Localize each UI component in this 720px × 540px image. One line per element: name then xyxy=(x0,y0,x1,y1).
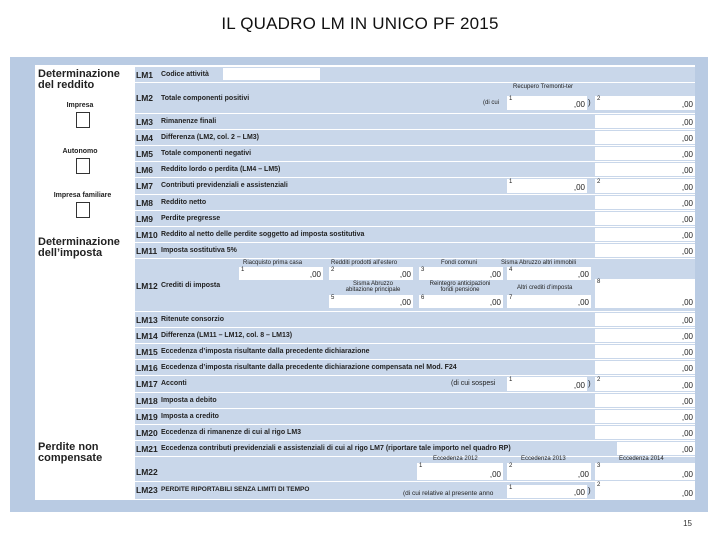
checkbox-label-impresa-familiare: Impresa familiare xyxy=(53,192,112,199)
lm12-col3-field[interactable]: 3 ,00 xyxy=(421,267,501,279)
lm5-field[interactable]: ,00 xyxy=(595,147,695,160)
row-lm4: LM4 Differenza (LM2, col. 2 – LM3) ,00 xyxy=(135,130,695,146)
row-lm13: LM13 Ritenute consorzio ,00 xyxy=(135,312,695,328)
lm12-col7-field[interactable]: 7 ,00 xyxy=(509,295,589,307)
lm23-field[interactable]: 2 ,00 xyxy=(597,482,693,498)
row-lm21: LM21 Eccedenza contributi previdenziali e assistenziali di cui al rigo LM7 (riportare tale importo nel quadro RP) ,00 xyxy=(135,441,695,457)
lm16-field[interactable]: ,00 xyxy=(595,361,695,374)
row-lm11: LM11 Imposta sostitutiva 5% ,00 xyxy=(135,243,695,259)
lm15-field[interactable]: ,00 xyxy=(595,345,695,358)
form-grid xyxy=(135,67,695,499)
lm3-field[interactable]: ,00 xyxy=(595,115,695,128)
lm21-field[interactable]: ,00 xyxy=(617,442,695,455)
eccedenza-2013-field[interactable]: 2 ,00 xyxy=(509,463,589,479)
lm12-col6-field[interactable]: 6 ,00 xyxy=(421,295,501,307)
eccedenza-2014-field[interactable]: 3 ,00 xyxy=(597,463,693,479)
lm9-field[interactable]: ,00 xyxy=(595,212,695,225)
lm12-col2-field[interactable]: 2 ,00 xyxy=(331,267,411,279)
lm14-field[interactable]: ,00 xyxy=(595,329,695,342)
lm23-anno-field[interactable]: 1 ,00 xyxy=(509,485,585,497)
row-lm18: LM18 Imposta a debito ,00 xyxy=(135,393,695,409)
lm19-field[interactable]: ,00 xyxy=(595,410,695,423)
row-lm12: LM12 Crediti di imposta Riacquisto prima casa Redditi prodotti all’estero Fondi comuni Sisma Abruzzo altri immobili 1 ,00 2 ,00 3 ,00 4 ,00 Sisma Abruzzo abitazione principale Reintegro anticipazioni fondi pensione Altri crediti d’imposta 5 ,00 6 ,00 7 ,00 8 ,00 xyxy=(135,259,695,312)
checkbox-label-impresa: Impresa xyxy=(66,102,94,109)
section-reddito: Determinazione del reddito xyxy=(38,68,120,91)
row-code: LM1 xyxy=(136,70,153,80)
totale-positivi-field[interactable]: 2 ,00 xyxy=(597,96,693,109)
row-lm23: LM23 PERDITE RIPORTABILI SENZA LIMITI DI TEMPO (di cui relative al presente anno 1 ,00 ) 2 ,00 xyxy=(136,482,693,498)
lm13-field[interactable]: ,00 xyxy=(595,313,695,326)
lm7-col2-field[interactable]: 2 ,00 xyxy=(597,179,693,192)
codice-attivita-field[interactable] xyxy=(223,68,320,80)
lm12-total-field[interactable]: 8 ,00 xyxy=(597,279,693,307)
row-lm2: LM2 Totale componenti positivi Recupero Tremonti-ter (di cui 1 ,00 ) 2 ,00 xyxy=(135,83,695,114)
row-lm14: LM14 Differenza (LM11 – LM12, col. 8 – LM13) ,00 xyxy=(135,328,695,344)
lm18-field[interactable]: ,00 xyxy=(595,394,695,407)
lm8-field[interactable]: ,00 xyxy=(595,196,695,209)
lm10-field[interactable]: ,00 xyxy=(595,228,695,241)
autonomo-checkbox[interactable] xyxy=(76,158,90,174)
row-lm8: LM8 Reddito netto ,00 xyxy=(135,195,695,211)
header-label: Recupero Tremonti-ter xyxy=(513,84,574,90)
lm20-field[interactable]: ,00 xyxy=(595,426,695,439)
row-lm7: LM7 Contributi previdenziali e assistenziali 1 ,00 2 ,00 xyxy=(135,178,695,195)
row-desc: Codice attività xyxy=(161,71,209,78)
row-lm22: LM22 Eccedenza 2012 Eccedenza 2013 Eccedenza 2014 1 ,00 2 ,00 3 ,00 xyxy=(135,457,695,482)
lm17-acconti-field[interactable]: 2 ,00 xyxy=(597,377,693,390)
lm17-sospesi-field[interactable]: 1 ,00 xyxy=(509,377,585,390)
row-lm20: LM20 Eccedenza di rimanenze di cui al rigo LM3 ,00 xyxy=(135,425,695,441)
row-lm17: LM17 Acconti (di cui sospesi 1 ,00 ) 2 ,00 xyxy=(135,376,695,393)
quadro-lm-form xyxy=(35,65,695,500)
row-lm6: LM6 Reddito lordo o perdita (LM4 – LM5) ,00 xyxy=(135,162,695,178)
impresa-familiare-checkbox[interactable] xyxy=(76,202,90,218)
row-desc: Totale componenti positivi xyxy=(161,95,250,102)
lm12-col1-field[interactable]: 1 ,00 xyxy=(241,267,321,279)
checkbox-label-autonomo: Autonomo xyxy=(62,148,98,155)
lm4-field[interactable]: ,00 xyxy=(595,131,695,144)
lm12-col4-field[interactable]: 4 ,00 xyxy=(509,267,589,279)
row-lm19: LM19 Imposta a credito ,00 xyxy=(135,409,695,425)
eccedenza-2012-field[interactable]: 1 ,00 xyxy=(419,463,501,479)
row-lm5: LM5 Totale componenti negativi ,00 xyxy=(135,146,695,162)
page-number: 15 xyxy=(683,519,692,528)
lm11-field[interactable]: ,00 xyxy=(595,244,695,257)
slide-title: IL QUADRO LM IN UNICO PF 2015 xyxy=(221,14,499,33)
section-perdite: Perdite non compensate xyxy=(38,441,103,464)
lm6-field[interactable]: ,00 xyxy=(595,163,695,176)
row-lm16: LM16 Eccedenza d’imposta risultante dalla precedente dichiarazione compensata nel Mod. F24 ,00 xyxy=(135,360,695,376)
row-lm10: LM10 Reddito al netto delle perdite soggetto ad imposta sostitutiva ,00 xyxy=(135,227,695,243)
row-lm1 xyxy=(135,67,695,83)
impresa-checkbox[interactable] xyxy=(76,112,90,128)
tremonti-field[interactable]: 1 ,00 xyxy=(509,96,585,109)
row-code: LM2 xyxy=(136,93,153,103)
dicui-label: (di cui xyxy=(483,100,500,106)
row-lm15: LM15 Eccedenza d’imposta risultante dalla precedente dichiarazione ,00 xyxy=(135,344,695,360)
row-lm3: LM3 Rimanenze finali ,00 xyxy=(135,114,695,130)
row-lm9: LM9 Perdite pregresse ,00 xyxy=(135,211,695,227)
lm7-col1-field[interactable]: 1 ,00 xyxy=(509,179,585,192)
lm12-col5-field[interactable]: 5 ,00 xyxy=(331,295,411,307)
section-imposta: Determinazione dell’imposta xyxy=(38,236,120,259)
